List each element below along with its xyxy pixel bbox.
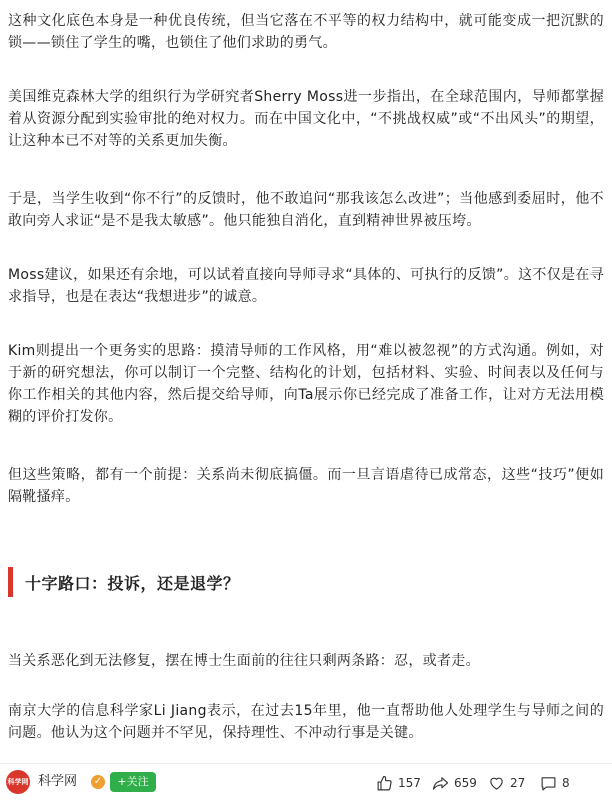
- thumbs-up-icon: [376, 775, 393, 792]
- comment-bubble-icon: [540, 775, 557, 792]
- comment-button[interactable]: [540, 773, 570, 793]
- article-paragraph-7: 当关系恶化到无法修复，摆在博士生面前的往往只剩两条路：忍，或者走。: [8, 653, 480, 669]
- like-button[interactable]: [376, 773, 421, 793]
- bottom-action-bar: [0, 763, 612, 801]
- heading-accent-bar: [8, 567, 13, 597]
- article-paragraph-8: 南京大学的信息科学家Li Jiang表示，在过去15年里，他一直帮助他人处理学生与导师之间的问题。他认为这个问题并不罕见，保持理性、不冲动行事是关键。: [8, 703, 604, 741]
- favorite-button[interactable]: [488, 773, 525, 793]
- article-paragraph-1: 这种文化底色本身是一种优良传统，但当它落在不平等的权力结构中，就可能变成一把沉默的锁——锁住了学生的嘴，也锁住了他们求助的勇气。: [8, 13, 604, 51]
- heart-icon: [488, 775, 505, 792]
- source-avatar[interactable]: 科学网: [6, 770, 30, 794]
- section-heading: [8, 567, 604, 597]
- section-heading-text: 十字路口：投诉，还是退学？: [25, 573, 240, 593]
- like-count: 157: [398, 776, 421, 790]
- article-paragraph-3: 于是，当学生收到“你不行”的反馈时，他不敢追问“那我该怎么改进”；当他感到委屈时，他不敢向旁人求证“是不是我太敏感”。他只能独自消化，直到精神世界被压垮。: [8, 191, 604, 229]
- article-paragraph-2: 美国维克森林大学的组织行为学研究者Sherry Moss进一步指出，在全球范围内，导师都掌握着从资源分配到实验审批的绝对权力。而在中国文化中，“不挑战权威”或“不出风头”的期望，让这种本已不对等的关系更加失衡。: [8, 89, 604, 149]
- share-arrow-icon: [432, 775, 449, 792]
- article-paragraph-5: Kim则提出一个更务实的思路：摸清导师的工作风格，用“难以被忽视”的方式沟通。例如，对于新的研究想法，你可以制订一个完整、结构化的计划，包括材料、实验、时间表以及任何与你工作相关的其他内容，然后提交给导师，向Ta展示你已经完成了准备工作，让对方无法用模糊的评价打发你。: [8, 343, 604, 425]
- favorite-count: 27: [510, 776, 526, 790]
- share-count: 659: [454, 776, 477, 790]
- comment-count: 8: [562, 776, 570, 790]
- source-name[interactable]: 科学网: [38, 774, 78, 789]
- share-button[interactable]: [432, 773, 477, 793]
- verified-badge-icon: ✓: [91, 775, 105, 789]
- article-paragraph-4: Moss建议，如果还有余地，可以试着直接向导师寻求“具体的、可执行的反馈”。这不仅是在寻求指导，也是在表达“我想进步”的诚意。: [8, 267, 604, 305]
- follow-button[interactable]: +关注: [110, 772, 156, 792]
- article-paragraph-6: 但这些策略，都有一个前提：关系尚未彻底搞僵。而一旦言语虐待已成常态，这些“技巧”便如隔靴搔痒。: [8, 467, 604, 505]
